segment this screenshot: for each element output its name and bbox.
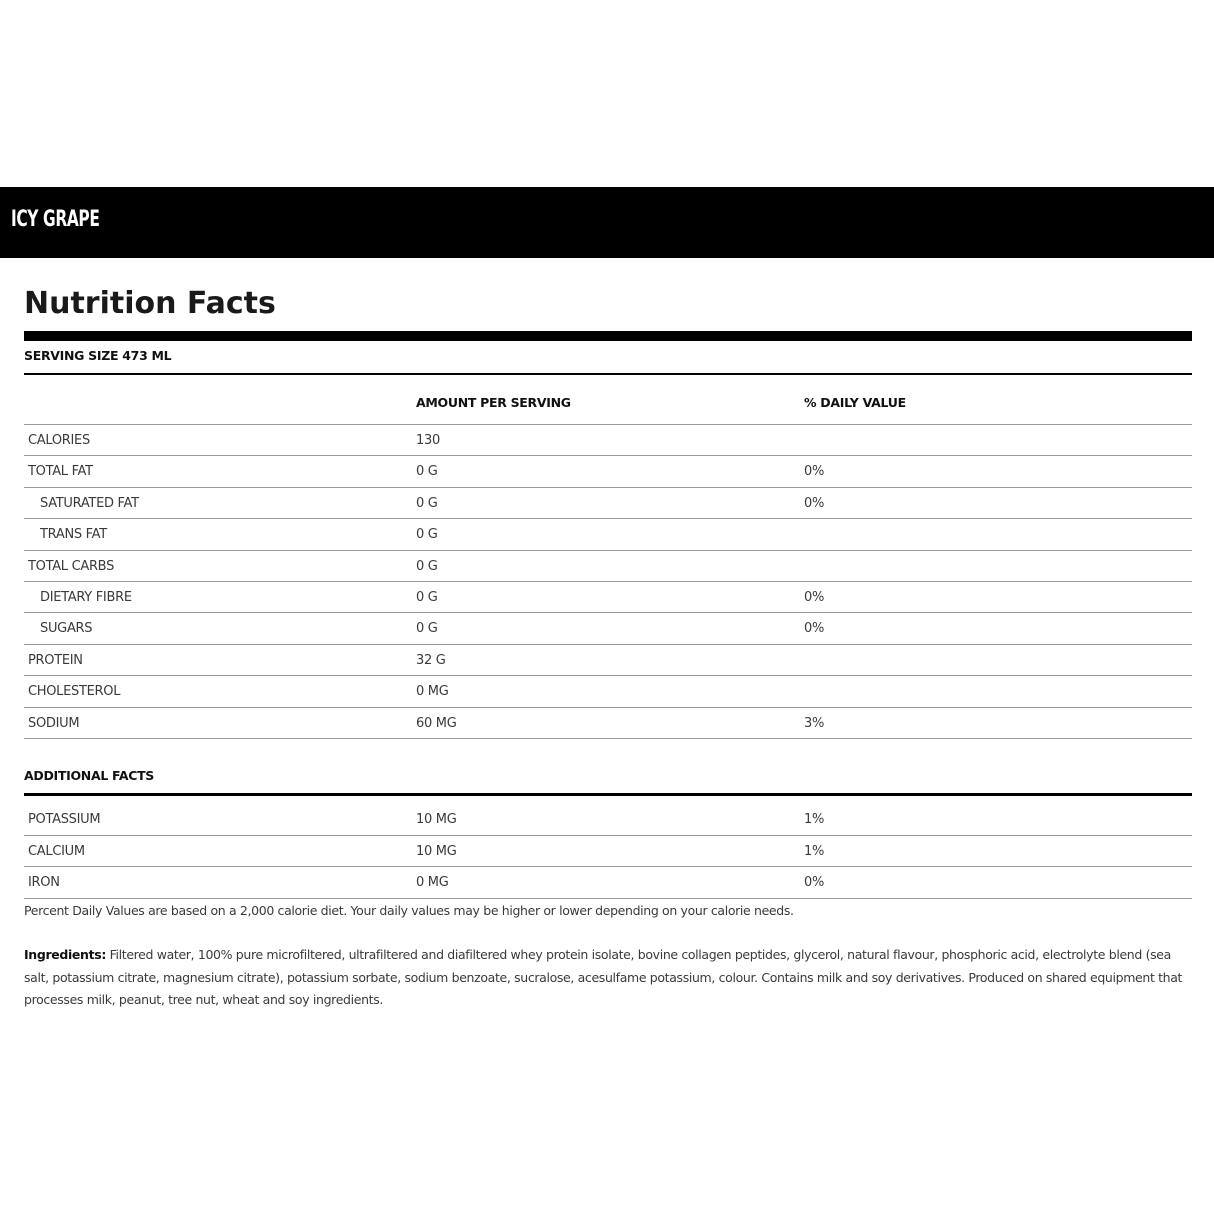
nutrient-row [24, 613, 1192, 644]
nutrient-name: POTASSIUM [28, 812, 101, 827]
additional-divider [24, 793, 1192, 796]
nutrient-name: TRANS FAT [40, 527, 107, 543]
additional-facts-label: ADDITIONAL FACTS [24, 768, 155, 783]
nutrient-amount: 10 MG [416, 843, 457, 859]
nutrient-amount: 0 G [416, 495, 438, 511]
column-header-daily-value: % DAILY VALUE [804, 395, 906, 410]
row-divider [24, 738, 1192, 739]
nutrient-name: IRON [28, 875, 60, 891]
flavor-header-bar [0, 187, 1214, 258]
nutrient-name: SODIUM [28, 715, 80, 731]
nutrient-name: TOTAL FAT [28, 464, 93, 480]
additional-row [24, 804, 1192, 835]
nutrient-name: CALCIUM [28, 843, 85, 859]
nutrient-row [24, 551, 1192, 582]
nutrient-amount: 60 MG [416, 715, 457, 731]
serving-size: SERVING SIZE 473 ML [24, 348, 172, 363]
nutrient-daily-value: 1% [804, 812, 825, 827]
nutrient-daily-value: 3% [804, 715, 825, 731]
nutrient-amount: 32 G [416, 652, 446, 668]
flavor-title: ICY GRAPE [11, 207, 100, 232]
nutrient-row [24, 456, 1192, 487]
nutrient-name: SATURATED FAT [40, 495, 139, 511]
ingredients-text: Filtered water, 100% pure microfiltered, ultrafiltered and diafiltered whey protein isolate, bovine collagen peptides, glycerol, natural flavour, phosphoric acid, electrolyte blend (sea salt, potassium citrate, magnesium citrate), potassium sorbate, sodium benzoate, sucralose, acesulfame potassium, colour. Contains milk and soy derivatives. Produced on shared equipment that processes milk, peanut, tree nut, wheat and soy ingredients. [24, 947, 1183, 1007]
daily-value-footnote: Percent Daily Values are based on a 2,000 calorie diet. Your daily values may be higher or lower depending on your calorie needs. [24, 903, 794, 918]
nutrient-daily-value: 0% [804, 590, 825, 605]
nutrient-amount: 0 G [416, 464, 438, 480]
nutrient-amount: 130 [416, 433, 440, 448]
ingredients-block [24, 944, 1192, 1012]
nutrient-row [24, 582, 1192, 613]
nutrient-amount: 0 G [416, 527, 438, 543]
nutrient-daily-value: 0% [804, 464, 825, 480]
nutrient-daily-value: 0% [804, 621, 825, 637]
nutrient-daily-value: 1% [804, 843, 825, 859]
nutrient-row [24, 519, 1192, 550]
nutrient-amount: 0 G [416, 621, 438, 637]
ingredients-label: Ingredients: [24, 947, 106, 962]
nutrient-row [24, 708, 1192, 739]
nutrient-name: SUGARS [40, 621, 93, 637]
nutrient-daily-value: 0% [804, 875, 825, 891]
nutrient-amount: 0 G [416, 590, 438, 605]
nutrition-facts-title: Nutrition Facts [24, 286, 276, 321]
nutrient-name: PROTEIN [28, 652, 83, 668]
nutrient-amount: 10 MG [416, 812, 457, 827]
nutrient-row [24, 645, 1192, 676]
nutrient-amount: 0 MG [416, 875, 449, 891]
nutrient-row [24, 488, 1192, 519]
nutrient-name: CHOLESTEROL [28, 684, 121, 700]
nutrient-row [24, 676, 1192, 707]
additional-row [24, 867, 1192, 898]
nutrient-amount: 0 G [416, 558, 438, 574]
nutrient-name: CALORIES [28, 433, 90, 448]
nutrient-daily-value: 0% [804, 495, 825, 511]
thick-divider [24, 331, 1192, 341]
serving-divider [24, 373, 1192, 375]
additional-row [24, 836, 1192, 867]
row-divider [24, 898, 1192, 899]
nutrient-name: TOTAL CARBS [28, 558, 115, 574]
nutrient-name: DIETARY FIBRE [40, 590, 132, 605]
nutrient-row [24, 425, 1192, 456]
nutrient-amount: 0 MG [416, 684, 449, 700]
column-header-amount: AMOUNT PER SERVING [416, 395, 571, 410]
